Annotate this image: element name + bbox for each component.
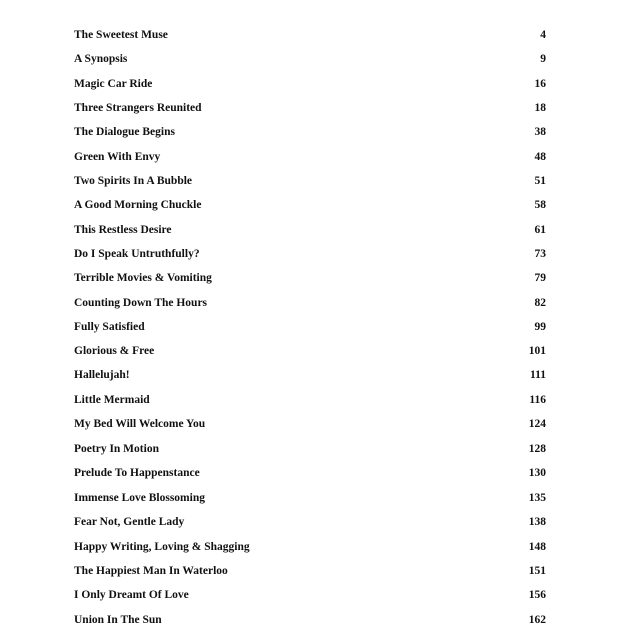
toc-entry [0, 49, 640, 69]
chapter-title: My Bed Will Welcome You [74, 418, 206, 430]
page-number: 51 [534, 175, 546, 187]
chapter-title: The Happiest Man In Waterloo [74, 565, 228, 577]
page-number: 162 [528, 614, 546, 626]
toc-entry [0, 439, 640, 459]
page-number: 156 [528, 589, 546, 601]
toc-entry [0, 390, 640, 410]
chapter-title: Fear Not, Gentle Lady [74, 516, 185, 528]
page-number: 48 [534, 151, 546, 163]
page-number: 138 [528, 516, 546, 528]
toc-entry [0, 341, 640, 361]
chapter-title: Green With Envy [74, 151, 161, 163]
toc-entry [0, 220, 640, 240]
chapter-title: Magic Car Ride [74, 78, 153, 90]
chapter-title: Poetry In Motion [74, 443, 159, 455]
toc-entry [0, 585, 640, 605]
toc-entry [0, 488, 640, 508]
toc-entry [0, 365, 640, 385]
page-number: 38 [534, 126, 546, 138]
page-number: 148 [528, 541, 546, 553]
chapter-title: Counting Down The Hours [74, 297, 208, 309]
toc-entry [0, 561, 640, 581]
toc-entry [0, 537, 640, 557]
page-number: 16 [534, 78, 546, 90]
chapter-title: Hallelujah! [74, 369, 130, 381]
page-number: 116 [529, 394, 546, 406]
page-number: 130 [528, 467, 546, 479]
page-number: 82 [534, 297, 546, 309]
chapter-title: The Dialogue Begins [74, 126, 175, 138]
page-number: 4 [540, 29, 546, 41]
chapter-title: Do I Speak Untruthfully? [74, 248, 200, 260]
toc-entry [0, 171, 640, 191]
toc-entry [0, 512, 640, 532]
page-number: 135 [528, 492, 546, 504]
page-number: 73 [534, 248, 546, 260]
chapter-title: The Sweetest Muse [74, 29, 168, 41]
page-number: 9 [540, 53, 546, 65]
chapter-title: Glorious & Free [74, 345, 155, 357]
page-number: 99 [534, 321, 546, 333]
toc-entry [0, 317, 640, 337]
chapter-title: Prelude To Happenstance [74, 467, 200, 479]
toc-entry [0, 414, 640, 434]
chapter-title: Two Spirits In A Bubble [74, 175, 193, 187]
toc-entry [0, 74, 640, 94]
toc-entry [0, 25, 640, 45]
page-number: 128 [528, 443, 546, 455]
chapter-title: A Good Morning Chuckle [74, 199, 202, 211]
page-number: 18 [534, 102, 546, 114]
page-number: 58 [534, 199, 546, 211]
chapter-title: I Only Dreamt Of Love [74, 589, 189, 601]
chapter-title: A Synopsis [74, 53, 128, 65]
chapter-title: Happy Writing, Loving & Shagging [74, 541, 250, 553]
page-number: 79 [534, 272, 546, 284]
chapter-title: Little Mermaid [74, 394, 150, 406]
chapter-title: Immense Love Blossoming [74, 492, 205, 504]
chapter-title: Union In The Sun [74, 614, 162, 626]
chapter-title: Terrible Movies & Vomiting [74, 272, 212, 284]
toc-entry [0, 293, 640, 313]
page-number: 101 [528, 345, 546, 357]
page-number: 151 [528, 565, 546, 577]
chapter-title: This Restless Desire [74, 224, 172, 236]
page-number: 124 [528, 418, 546, 430]
toc-entry [0, 463, 640, 483]
toc-entry [0, 147, 640, 167]
toc-entry [0, 244, 640, 264]
chapter-title: Three Strangers Reunited [74, 102, 202, 114]
chapter-title: Fully Satisfied [74, 321, 145, 333]
toc-entry [0, 195, 640, 215]
page-number: 111 [530, 369, 546, 381]
toc-entry [0, 122, 640, 142]
page-number: 61 [534, 224, 546, 236]
toc-entry [0, 610, 640, 630]
toc-entry [0, 268, 640, 288]
toc-entry [0, 98, 640, 118]
